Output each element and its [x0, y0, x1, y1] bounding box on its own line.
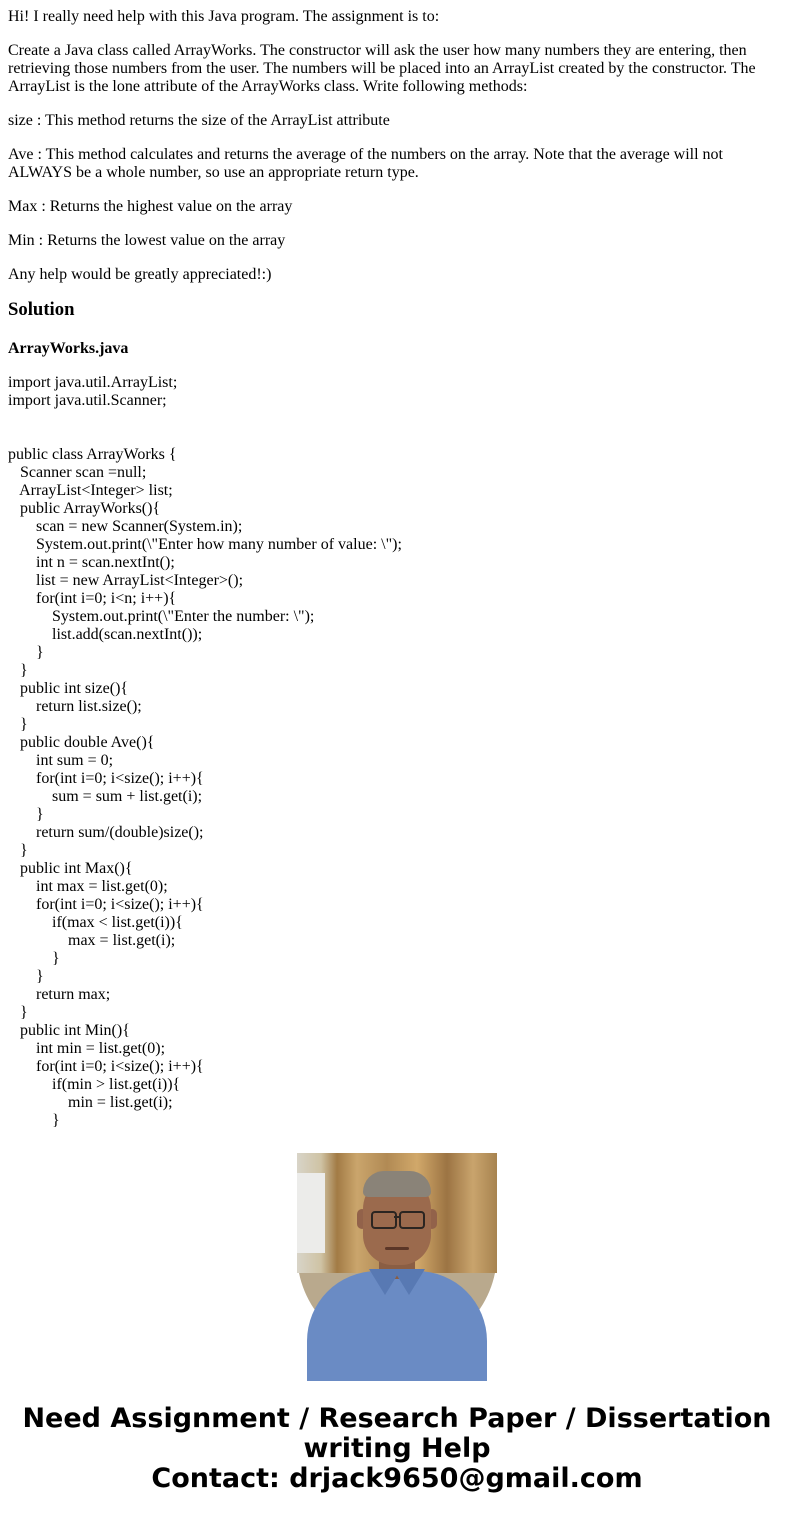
code-line: public double Ave(){ — [8, 734, 155, 751]
code-line: for(int i=0; i<n; i++){ — [8, 590, 177, 607]
promo-line-2: writing Help — [303, 1433, 491, 1464]
solution-heading: Solution — [8, 299, 75, 320]
method-ave-description: Ave : This method calculates and returns the average of the numbers on the array. Note that the average will not ALWAYS be a whole number, so use an appropriate return type. — [8, 146, 723, 181]
method-max-description: Max : Returns the highest value on the array — [8, 198, 293, 215]
code-line: public class ArrayWorks { — [8, 446, 177, 463]
code-line: System.out.print(\"Enter how many number of value: \"); — [8, 536, 402, 553]
avatar-mouth — [385, 1247, 409, 1250]
code-line — [8, 428, 786, 446]
code-line: System.out.print(\"Enter the number: \"); — [8, 608, 315, 625]
promo-banner — [0, 1404, 794, 1494]
code-line: list = new ArrayList<Integer>(); — [8, 572, 244, 589]
code-line: public ArrayWorks(){ — [8, 500, 161, 517]
code-line: } — [8, 842, 28, 859]
code-line: } — [8, 950, 60, 967]
code-line: if(min > list.get(i)){ — [8, 1076, 181, 1093]
avatar-glasses-right — [399, 1211, 425, 1229]
code-line — [8, 410, 786, 428]
promo-line-1: Need Assignment / Research Paper / Dissertation — [22, 1403, 772, 1434]
code-line: import java.util.ArrayList; — [8, 374, 178, 391]
question-intro: Hi! I really need help with this Java program. The assignment is to: — [8, 8, 440, 25]
code-line: int sum = 0; — [8, 752, 114, 769]
code-line: public int size(){ — [8, 680, 129, 697]
method-min-description: Min : Returns the lowest value on the array — [8, 232, 286, 249]
code-line: return list.size(); — [8, 698, 142, 715]
code-line: } — [8, 1112, 60, 1129]
question-closing: Any help would be greatly appreciated!:) — [8, 266, 272, 283]
avatar-hair — [363, 1171, 431, 1197]
code-line: int max = list.get(0); — [8, 878, 168, 895]
code-line: for(int i=0; i<size(); i++){ — [8, 896, 204, 913]
code-line: public int Max(){ — [8, 860, 133, 877]
code-line: int n = scan.nextInt(); — [8, 554, 175, 571]
code-line: if(max < list.get(i)){ — [8, 914, 183, 931]
code-line: } — [8, 662, 28, 679]
code-line: return max; — [8, 986, 111, 1003]
solution-filename: ArrayWorks.java — [8, 340, 129, 357]
code-line: Scanner scan =null; — [8, 464, 147, 481]
code-line: import java.util.Scanner; — [8, 392, 167, 409]
code-line: max = list.get(i); — [8, 932, 176, 949]
code-line: } — [8, 968, 44, 985]
code-line: list.add(scan.nextInt()); — [8, 626, 203, 643]
method-size-description: size : This method returns the size of the ArrayList attribute — [8, 112, 390, 129]
code-line: ArrayList<Integer> list; — [8, 482, 173, 499]
author-avatar — [297, 1153, 497, 1353]
avatar-collar-right — [393, 1269, 425, 1295]
code-line: } — [8, 806, 44, 823]
code-line: return sum/(double)size(); — [8, 824, 204, 841]
code-line: } — [8, 644, 44, 661]
code-line: int min = list.get(0); — [8, 1040, 166, 1057]
avatar-glasses-bridge — [394, 1216, 400, 1218]
document-body — [8, 8, 786, 1129]
code-line: } — [8, 1004, 28, 1021]
avatar-light — [297, 1173, 325, 1253]
code-line: min = list.get(i); — [8, 1094, 173, 1111]
code-line: sum = sum + list.get(i); — [8, 788, 203, 805]
code-line: for(int i=0; i<size(); i++){ — [8, 770, 204, 787]
code-block — [8, 374, 786, 1129]
avatar-glasses-left — [371, 1211, 397, 1229]
code-line: } — [8, 716, 28, 733]
question-description: Create a Java class called ArrayWorks. The constructor will ask the user how many numbers they are entering, then retrieving those numbers from the user. The numbers will be placed into an ArrayList created by the constructor. The ArrayList is the lone attribute of the ArrayWorks class. Write following methods: — [8, 42, 756, 95]
code-line: scan = new Scanner(System.in); — [8, 518, 243, 535]
code-line: public int Min(){ — [8, 1022, 130, 1039]
promo-contact: Contact: drjack9650@gmail.com — [151, 1463, 643, 1494]
code-line: for(int i=0; i<size(); i++){ — [8, 1058, 204, 1075]
